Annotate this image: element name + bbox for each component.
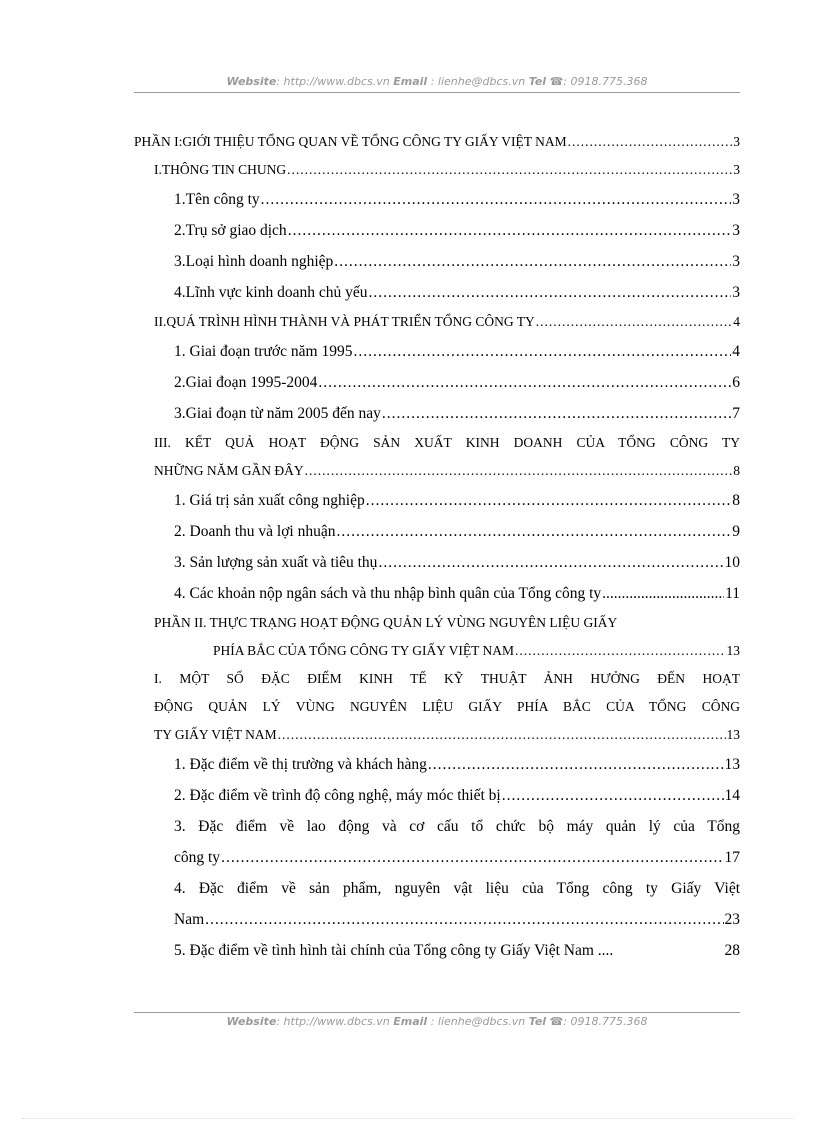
toc-entry-i-4[interactable] xyxy=(134,904,740,935)
toc-page-number: 3 xyxy=(732,253,740,270)
toc-entry-text: TY GIẤY VIỆT NAM xyxy=(154,727,277,742)
toc-leader xyxy=(568,128,733,156)
toc-entry-text: II.QUÁ TRÌNH HÌNH THÀNH VÀ PHÁT TRIỂN TỔNG CÔNG TY xyxy=(154,314,535,329)
email-label: Email xyxy=(393,1015,428,1028)
toc-entry-1-3[interactable] xyxy=(134,246,740,277)
toc-page-number: 3 xyxy=(733,134,740,149)
toc-entry-text: NHỮNG NĂM GẦN ĐÂY xyxy=(154,463,304,478)
toc-entry-3-1[interactable] xyxy=(134,485,740,516)
toc-entry-text: 1. Giai đoạn trước năm 1995 xyxy=(174,343,353,360)
tel-label: Tel xyxy=(528,1015,547,1028)
toc-page-number: 17 xyxy=(724,849,740,866)
toc-page-number: 3 xyxy=(732,284,740,301)
toc-page-number: 8 xyxy=(732,492,740,509)
website-label: Website xyxy=(226,1015,277,1028)
toc-entry-1-4[interactable] xyxy=(134,277,740,308)
toc-entry-i-4-line[interactable]: 4. Đặc điểm về sản phẩm, nguyên vật liệu của Tổng công ty Giấy Việt xyxy=(174,880,740,897)
toc-page-number: 9 xyxy=(732,523,740,540)
toc-leader xyxy=(602,578,724,609)
toc-entry-3-3[interactable] xyxy=(134,547,740,578)
toc-entry-text: PHẦN I:GIỚI THIỆU TỔNG QUAN VỀ TỔNG CÔNG TY GIẤY VIỆT NAM xyxy=(134,134,567,149)
toc-page-number: 4 xyxy=(732,343,740,360)
toc-entry-3-4[interactable] xyxy=(134,578,740,609)
toc-entry-i-2[interactable] xyxy=(134,780,740,811)
toc-entry-2-1[interactable] xyxy=(134,336,740,367)
toc-entry-1-2[interactable] xyxy=(134,215,740,246)
toc-entry-section-3-line[interactable]: III. KẾT QUẢ HOẠT ĐỘNG SẢN XUẤT KINH DOANH CỦA TỔNG CÔNG TY xyxy=(154,435,740,450)
toc-entry-text: I.THÔNG TIN CHUNG xyxy=(154,162,287,177)
toc-leader xyxy=(278,721,726,749)
toc-leader xyxy=(378,547,723,578)
toc-entry-section-1[interactable] xyxy=(134,156,740,184)
toc-entry-text: 3.Loại hình doanh nghiệp xyxy=(174,253,334,270)
toc-leader xyxy=(336,516,731,547)
table-of-contents xyxy=(134,128,740,966)
toc-page-number: 13 xyxy=(726,643,740,658)
toc-entry-text: 5. Đặc điểm về tình hình tài chính của Tổng công ty Giấy Việt Nam .... xyxy=(174,942,614,959)
toc-entry-section-3[interactable] xyxy=(134,457,740,485)
toc-page-number: 4 xyxy=(733,314,740,329)
toc-page-number: 13 xyxy=(726,727,740,742)
toc-entry-text: 3.Giai đoạn từ năm 2005 đến nay xyxy=(174,405,381,422)
toc-entry-chapter-i-line-1[interactable]: I. MỘT SỐ ĐẶC ĐIỂM KINH TẾ KỸ THUẬT ẢNH HƯỞNG ĐẾN HOẠT xyxy=(154,671,740,686)
website-value: : http://www.dbcs.vn xyxy=(276,1015,390,1028)
toc-page-number: 14 xyxy=(724,787,740,804)
toc-entry-text: 1.Tên công ty xyxy=(174,191,260,208)
toc-leader xyxy=(334,246,731,277)
toc-leader xyxy=(221,842,723,873)
toc-leader xyxy=(287,156,732,184)
toc-entry-text: 2. Đặc điểm về trình độ công nghệ, máy móc thiết bị xyxy=(174,787,501,804)
toc-entry-i-1[interactable] xyxy=(134,749,740,780)
toc-entry-text: 2. Doanh thu và lợi nhuận xyxy=(174,523,336,540)
page-header xyxy=(134,75,740,93)
toc-page-number: 13 xyxy=(724,756,740,773)
page-edge-divider xyxy=(22,1118,794,1119)
toc-page-number: 28 xyxy=(724,942,740,959)
toc-entry-chapter-i[interactable] xyxy=(134,721,740,749)
toc-page-number: 3 xyxy=(733,162,740,177)
toc-entry-text: 4.Lĩnh vực kinh doanh chủ yếu xyxy=(174,284,368,301)
toc-entry-text: 4. Các khoản nộp ngân sách và thu nhập bình quân của Tổng công ty xyxy=(174,585,602,602)
toc-entry-text: 1. Giá trị sản xuất công nghiệp xyxy=(174,492,365,509)
toc-entry-text: 2.Trụ sở giao dịch xyxy=(174,222,287,239)
tel-value: : 0918.775.368 xyxy=(563,1015,648,1028)
website-value: : http://www.dbcs.vn xyxy=(276,75,390,88)
toc-entry-text: 2.Giai đoạn 1995-2004 xyxy=(174,374,318,391)
toc-leader xyxy=(382,398,731,429)
toc-entry-3-2[interactable] xyxy=(134,516,740,547)
toc-leader xyxy=(318,367,731,398)
toc-entry-part-2-line[interactable]: PHẦN II. THỰC TRẠNG HOẠT ĐỘNG QUẢN LÝ VÙNG NGUYÊN LIỆU GIẤY xyxy=(154,615,618,630)
toc-leader xyxy=(305,457,733,485)
toc-entry-2-2[interactable] xyxy=(134,367,740,398)
toc-leader xyxy=(536,308,733,336)
phone-icon: ☎ xyxy=(549,1015,564,1028)
toc-leader xyxy=(288,215,732,246)
toc-entry-1-1[interactable] xyxy=(134,184,740,215)
toc-entry-chapter-i-line-2[interactable]: ĐỘNG QUẢN LÝ VÙNG NGUYÊN LIỆU GIẤY PHÍA BẮC CỦA TỔNG CÔNG xyxy=(154,699,740,714)
toc-entry-i-5[interactable] xyxy=(134,935,740,966)
toc-entry-part-2[interactable] xyxy=(134,637,740,665)
toc-entry-text: công ty xyxy=(174,849,221,866)
toc-entry-text: Nam xyxy=(174,911,205,928)
toc-entry-section-2[interactable] xyxy=(134,308,740,336)
toc-page-number: 3 xyxy=(732,222,740,239)
toc-page-number: 6 xyxy=(732,374,740,391)
email-label: Email xyxy=(393,75,428,88)
toc-leader xyxy=(502,780,724,811)
toc-entry-text: 1. Đặc điểm về thị trường và khách hàng xyxy=(174,756,427,773)
toc-entry-text: PHÍA BẮC CỦA TỔNG CÔNG TY GIẤY VIỆT NAM xyxy=(213,643,515,658)
page-footer xyxy=(134,1012,740,1032)
toc-leader xyxy=(261,184,732,215)
tel-value: : 0918.775.368 xyxy=(563,75,648,88)
toc-leader xyxy=(353,336,731,367)
toc-entry-part-1[interactable] xyxy=(134,128,740,156)
toc-entry-i-3[interactable] xyxy=(134,842,740,873)
toc-entry-text: 3. Sản lượng sản xuất và tiêu thụ xyxy=(174,554,378,571)
toc-leader xyxy=(366,485,732,516)
toc-leader xyxy=(428,749,724,780)
toc-entry-i-3-line[interactable]: 3. Đặc điểm về lao động và cơ cấu tổ chức bộ máy quản lý của Tổng xyxy=(174,818,740,835)
tel-label: Tel xyxy=(528,75,547,88)
toc-page-number: 23 xyxy=(724,911,740,928)
website-label: Website xyxy=(226,75,277,88)
phone-icon: ☎ xyxy=(549,75,564,88)
toc-leader xyxy=(205,904,723,935)
toc-page-number: 3 xyxy=(732,191,740,208)
toc-leader xyxy=(515,637,725,665)
toc-page-number: 7 xyxy=(732,405,740,422)
email-value: : lienhe@dbcs.vn xyxy=(430,1015,526,1028)
toc-page-number: 10 xyxy=(724,554,740,571)
toc-page-number: 11 xyxy=(725,585,740,602)
toc-leader xyxy=(369,277,732,308)
toc-page-number: 8 xyxy=(733,463,740,478)
email-value: : lienhe@dbcs.vn xyxy=(430,75,526,88)
toc-entry-2-3[interactable] xyxy=(134,398,740,429)
